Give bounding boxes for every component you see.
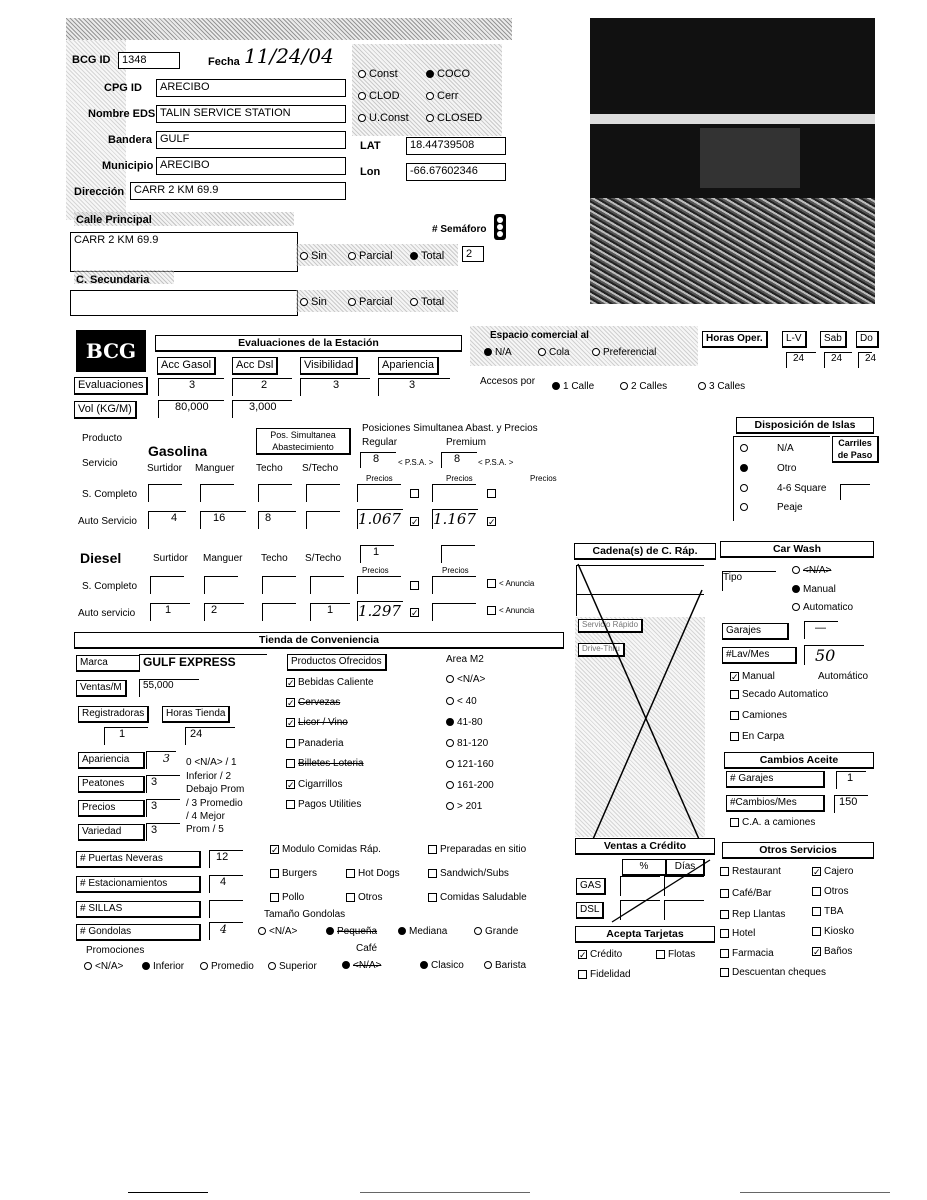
eval-acc-gasol-field[interactable]: 3: [158, 378, 224, 396]
gas-as-manguer[interactable]: 16: [200, 511, 246, 529]
otros-banos[interactable]: ✓ Baños: [813, 946, 853, 957]
area-opt-81-120[interactable]: 81-120: [446, 738, 488, 749]
comida-hotdogs[interactable]: Hot Dogs: [346, 868, 400, 879]
producto-cigarrillos[interactable]: ✓ Cigarrillos: [287, 779, 343, 790]
accesos-opt-3[interactable]: 3 Calles: [698, 381, 745, 392]
dsl-as-anuncia[interactable]: < Anuncia: [487, 606, 534, 615]
otros-cafebar[interactable]: Café/Bar: [720, 888, 771, 899]
otros-cajero[interactable]: ✓ Cajero: [813, 866, 854, 877]
comida-modulo[interactable]: ✓ Modulo Comidas Ráp.: [271, 844, 381, 855]
gas-as-premium-price[interactable]: 1.167: [432, 509, 478, 529]
gas-as-stecho[interactable]: [306, 511, 340, 529]
dsl-as-price-2[interactable]: [432, 603, 476, 621]
area-opt-40[interactable]: < 40: [446, 696, 477, 707]
dsl-pos-field[interactable]: 1: [360, 545, 394, 563]
gas-sc-surtidor[interactable]: [148, 484, 182, 502]
premium-label: Premium: [446, 437, 487, 448]
semaforo-label: # Semáforo: [432, 224, 487, 235]
ventas-field[interactable]: 55,000: [139, 679, 199, 697]
dsl-as-manguer[interactable]: 2: [204, 603, 244, 621]
accesos-opt-1[interactable]: 1 Calle: [552, 381, 594, 392]
carwash-title: Car Wash: [720, 541, 874, 558]
gas-as-surtidor[interactable]: 4: [148, 511, 186, 529]
gas-sc-techo[interactable]: [258, 484, 292, 502]
tarjeta-fidelidad[interactable]: Fidelidad: [578, 969, 631, 980]
status-option-uconst[interactable]: U.Const: [358, 112, 409, 124]
cambios-mes-label: #Cambios/Mes: [726, 795, 825, 812]
dsl-sc-manguer[interactable]: [204, 576, 238, 594]
tarjeta-flotas[interactable]: Flotas: [656, 949, 695, 960]
cpg-field[interactable]: ARECIBO: [156, 79, 346, 97]
footer-line-1: [128, 1192, 208, 1193]
dsl-sc-anuncia[interactable]: < Anuncia: [487, 579, 534, 588]
carwash-opt-na[interactable]: <N/A>: [792, 565, 831, 576]
comida-pollo[interactable]: Pollo: [270, 892, 304, 903]
espacio-opt-na[interactable]: N/A: [484, 347, 512, 358]
sillas-field[interactable]: [209, 900, 243, 918]
carwash-lav-label: #Lav/Mes: [722, 647, 797, 664]
accesos-opt-2[interactable]: 2 Calles: [620, 381, 667, 392]
gas-sc-premium-price[interactable]: [432, 484, 476, 502]
scale-2: Debajo Prom: [186, 784, 245, 795]
nombre-field[interactable]: TALIN SERVICE STATION: [156, 105, 346, 123]
regular-label: Regular: [362, 437, 398, 448]
cambios-garajes-field[interactable]: 1: [836, 771, 866, 789]
comida-sandwich[interactable]: Sandwich/Subs: [428, 868, 509, 879]
pos-precios-label: Posiciones Simultanea Abast. y Precios: [362, 423, 538, 434]
dsl-col-techo: Techo: [261, 553, 288, 564]
semaforo-count-field[interactable]: 2: [462, 246, 484, 262]
evaluaciones-title: Evaluaciones de la Estación: [155, 335, 462, 352]
carwash-lav-field[interactable]: 50: [804, 645, 864, 665]
ventas-label: Ventas/M: [76, 680, 127, 697]
cafe-opt-na[interactable]: <N/A>: [342, 960, 381, 971]
nombre-label: Nombre EDS: [88, 108, 156, 120]
premium-pos-field[interactable]: 8: [441, 452, 477, 468]
carriles-paso-field[interactable]: [840, 484, 870, 500]
vol-gasolina-field[interactable]: 80,000: [158, 400, 224, 418]
estac-field[interactable]: 4: [209, 875, 243, 893]
direccion-label: Dirección: [74, 186, 125, 198]
dsl-precios-1: Precios: [362, 566, 389, 575]
gas-as-regular-chk[interactable]: ✓: [411, 516, 419, 527]
eval-header-apariencia: Apariencia: [378, 357, 439, 375]
status-option-closed[interactable]: CLOSED: [426, 112, 482, 124]
apariencia-field[interactable]: 3: [146, 751, 176, 769]
cambios-title: Cambios Aceite: [724, 752, 874, 769]
dsl-as-surtidor[interactable]: 1: [150, 603, 190, 621]
credito-dsl-label: DSL: [576, 902, 604, 919]
carriles-paso-label: Carriles de Paso: [832, 436, 879, 463]
disposicion-opt-na[interactable]: N/A: [740, 443, 794, 454]
credito-title: Ventas a Crédito: [575, 838, 715, 855]
regular-psa: < P.S.A. >: [398, 458, 434, 467]
producto-label: Producto: [82, 433, 123, 444]
calle-secundaria-label: C. Secundaria: [76, 274, 150, 286]
calle-principal-field[interactable]: CARR 2 KM 69.9: [70, 232, 298, 272]
cadena-faded-btn-2[interactable]: Drive-Thru: [578, 643, 625, 657]
tamano-opt-na[interactable]: <N/A>: [258, 926, 297, 937]
servicio-label: Servicio: [82, 458, 118, 469]
gasolina-title: Gasolina: [148, 443, 208, 459]
vol-label: Vol (KG/M): [74, 401, 137, 419]
comida-otros[interactable]: Otros: [346, 892, 382, 903]
gas-sc-stecho[interactable]: [306, 484, 340, 502]
puertas-label: # Puertas Neveras: [76, 851, 201, 868]
fecha-value: 11/24/04: [244, 44, 334, 68]
eval-header-acc-dsl: Acc Dsl: [232, 357, 278, 375]
dsl-pos-field-2[interactable]: [441, 545, 475, 563]
carwash-garajes-label: Garajes: [722, 623, 789, 640]
tamano-label: Tamaño Gondolas: [264, 909, 346, 920]
carwash-garajes-field[interactable]: —: [804, 621, 838, 639]
calle1-opt-total[interactable]: Total: [410, 250, 444, 262]
carwash-chk-camiones[interactable]: Camiones: [730, 710, 787, 721]
comida-burgers[interactable]: Burgers: [270, 868, 317, 879]
dsl-as-techo[interactable]: [262, 603, 296, 621]
precios-label: Precios: [78, 800, 145, 817]
scale-1: Inferior / 2: [186, 771, 232, 782]
carwash-chk-carpa[interactable]: En Carpa: [730, 731, 784, 742]
dsl-sc-stecho[interactable]: [310, 576, 344, 594]
traffic-light-icon: [488, 212, 512, 242]
calle-secundaria-field[interactable]: [70, 290, 298, 316]
premium-precios-label: Precios: [446, 474, 473, 483]
dsl-sc-techo[interactable]: [262, 576, 296, 594]
status-option-clod[interactable]: CLOD: [358, 90, 400, 102]
bcg-id-field[interactable]: 1348: [118, 52, 180, 69]
header-noise-bar: [66, 18, 512, 40]
marca-label: Marca: [76, 655, 143, 672]
cambios-garajes-label: # Garajes: [726, 771, 825, 788]
premium-psa: < P.S.A. >: [478, 458, 514, 467]
otros-tba[interactable]: TBA: [812, 906, 843, 917]
otros-farmacia[interactable]: Farmacia: [720, 948, 774, 959]
gas-sc-regular-price[interactable]: [357, 484, 401, 502]
regular-pos-field[interactable]: 8: [360, 452, 396, 468]
photo-ground: [590, 198, 875, 304]
otros-otros[interactable]: Otros: [812, 886, 848, 897]
footer-line-2: [360, 1192, 530, 1193]
marca-field[interactable]: GULF EXPRESS: [139, 654, 267, 672]
cadena-crossout: [570, 560, 710, 850]
dsl-row-scompleto: S. Completo: [82, 581, 138, 592]
estac-label: # Estacionamientos: [76, 876, 201, 893]
cafe-opt-clasico[interactable]: Clasico: [420, 960, 464, 971]
calle2-opt-total[interactable]: Total: [410, 296, 444, 308]
area-opt-201[interactable]: > 201: [446, 801, 482, 812]
accesos-label: Accesos por: [480, 376, 536, 387]
gas-sc-premium-chk[interactable]: [487, 487, 499, 499]
tienda-title: Tienda de Conveniencia: [74, 632, 564, 649]
area-opt-na[interactable]: <N/A>: [446, 674, 485, 685]
espacio-title: Espacio comercial al: [490, 330, 589, 341]
area-label: Area M2: [446, 654, 484, 665]
registradoras-label: Registradoras: [78, 706, 149, 723]
dsl-precios-2: Precios: [442, 566, 469, 575]
otros-restaurant[interactable]: Restaurant: [720, 866, 781, 877]
promo-opt-inferior[interactable]: Inferior: [142, 961, 184, 972]
promo-opt-superior[interactable]: Superior: [268, 961, 317, 972]
producto-bebidas[interactable]: ✓ Bebidas Caliente: [287, 677, 374, 688]
calle2-opt-parcial[interactable]: Parcial: [348, 296, 393, 308]
sillas-label: # SILLAS: [76, 901, 201, 918]
lon-field[interactable]: -66.67602346: [406, 163, 506, 181]
acepta-tarjetas-title: Acepta Tarjetas: [575, 926, 715, 943]
horas-sab-field[interactable]: 24: [824, 352, 852, 368]
dsl-row-autoservicio: Auto servicio: [78, 608, 136, 619]
dsl-sc-price[interactable]: [357, 576, 401, 594]
gondolas-field[interactable]: 4: [209, 922, 243, 940]
horas-lv-field[interactable]: 24: [786, 352, 816, 368]
cafe-label: Café: [356, 943, 378, 954]
promociones-label: Promociones: [86, 945, 145, 956]
dsl-as-price[interactable]: 1.297: [357, 601, 403, 621]
bandera-field[interactable]: GULF: [156, 131, 346, 149]
area-opt-41-80[interactable]: 41-80: [446, 717, 483, 728]
horas-tienda-label: Horas Tienda: [162, 706, 230, 723]
dsl-sc-price-2[interactable]: [432, 576, 476, 594]
calle-principal-label: Calle Principal: [76, 214, 152, 226]
tamano-opt-grande[interactable]: Grande: [474, 926, 518, 937]
horas-header-lv: L-V: [782, 331, 807, 348]
disposicion-opt-square[interactable]: 4-6 Square: [740, 483, 826, 494]
variedad-field[interactable]: 3: [146, 823, 180, 841]
bcg-logo: BCG: [76, 330, 146, 372]
municipio-field[interactable]: ARECIBO: [156, 157, 346, 175]
bandera-label: Bandera: [108, 134, 153, 146]
disposicion-opt-peaje[interactable]: Peaje: [740, 502, 803, 513]
scale-5: Prom / 5: [186, 824, 224, 835]
horas-header-do: Do: [856, 331, 879, 348]
scale-3: / 3 Promedio: [186, 798, 243, 809]
otros-title: Otros Servicios: [722, 842, 874, 859]
comida-preparadas[interactable]: Preparadas en sitio: [428, 844, 526, 855]
horas-oper-label: Horas Oper.: [702, 331, 768, 348]
peatones-field[interactable]: 3: [146, 775, 180, 793]
carwash-chk-secado[interactable]: Secado Automatico: [730, 689, 828, 700]
carwash-opt-automatico[interactable]: Automatico: [792, 602, 853, 613]
gas-col-surtidor: Surtidor: [147, 463, 183, 474]
dsl-sc-chk[interactable]: [410, 579, 422, 591]
disposicion-title: Disposición de Islas: [736, 417, 874, 434]
scale-0: 0 <N/A> / 1: [186, 757, 237, 768]
horas-do-field[interactable]: 24: [858, 352, 872, 368]
puertas-field[interactable]: 12: [209, 850, 243, 868]
direccion-field[interactable]: CARR 2 KM 69.9: [130, 182, 346, 200]
comida-saludable[interactable]: Comidas Saludable: [428, 892, 527, 903]
horas-header-sab: Sab: [820, 331, 847, 348]
otros-hotel[interactable]: Hotel: [720, 928, 755, 939]
gas-as-techo[interactable]: 8: [258, 511, 296, 529]
otros-kiosko[interactable]: Kiosko: [812, 926, 854, 937]
dsl-as-chk[interactable]: ✓: [411, 607, 419, 618]
carwash-chk-manual[interactable]: ✓ Manual: [731, 671, 775, 682]
photo-building: [700, 128, 800, 188]
producto-billetes[interactable]: Billetes Loteria: [286, 758, 364, 769]
lat-label: LAT: [360, 140, 381, 152]
scale-4: / 4 Mejor: [186, 811, 225, 822]
eval-header-visibilidad: Visibilidad: [300, 357, 358, 375]
gas-sc-manguer[interactable]: [200, 484, 234, 502]
producto-licor[interactable]: ✓ Licor / Vino: [287, 717, 348, 728]
gas-row-autoservicio: Auto Servicio: [78, 516, 137, 527]
promo-opt-promedio[interactable]: Promedio: [200, 961, 254, 972]
variedad-label: Variedad: [78, 824, 145, 841]
producto-panaderia[interactable]: Panaderia: [286, 738, 344, 749]
cpg-label: CPG ID: [104, 82, 142, 94]
carwash-tipo-label: Tipo: [722, 571, 776, 591]
gas-col-techo: Techo: [256, 463, 283, 474]
tarjeta-credito[interactable]: ✓ Crédito: [579, 949, 623, 960]
gas-sc-regular-chk[interactable]: [410, 487, 422, 499]
credito-pct-header: %: [622, 859, 667, 876]
eval-acc-dsl-field[interactable]: 2: [232, 378, 292, 396]
credito-gas-label: GAS: [576, 878, 606, 895]
eval-visibilidad-field[interactable]: 3: [300, 378, 370, 396]
photo-canopy: [590, 114, 875, 124]
gas-as-regular-price[interactable]: 1.067: [357, 509, 403, 529]
gas-as-premium-chk[interactable]: ✓: [488, 516, 496, 527]
cafe-opt-barista[interactable]: Barista: [484, 960, 526, 971]
gas-col-manguer: Manguer: [195, 463, 235, 474]
evaluaciones-button[interactable]: Evaluaciones: [74, 377, 148, 395]
gondolas-label: # Gondolas: [76, 924, 201, 941]
pos-sim-label: Pos. Simultanea Abastecimiento: [256, 428, 351, 455]
lon-label: Lon: [360, 166, 381, 178]
station-photo: [590, 18, 875, 304]
municipio-label: Municipio: [102, 160, 154, 172]
vol-diesel-field[interactable]: 3,000: [232, 400, 292, 418]
cadena-title: Cadena(s) de C. Ráp.: [574, 543, 716, 560]
status-option-cerr[interactable]: Cerr: [426, 90, 458, 102]
dsl-col-stecho: S/Techo: [305, 553, 342, 564]
otros-descuentan[interactable]: Descuentan cheques: [720, 967, 826, 978]
dsl-as-stecho[interactable]: 1: [310, 603, 350, 621]
carwash-chk-automatico[interactable]: Automático: [818, 671, 869, 682]
espacio-opt-preferencial[interactable]: Preferencial: [592, 347, 656, 358]
promo-opt-na[interactable]: <N/A>: [84, 961, 123, 972]
regular-precios-label: Precios: [366, 474, 393, 483]
eval-apariencia-field[interactable]: 3: [378, 378, 450, 396]
registradoras-field[interactable]: 1: [104, 727, 148, 745]
area-opt-121-160[interactable]: 121-160: [446, 759, 494, 770]
tamano-opt-pequena[interactable]: Pequeña: [326, 926, 377, 937]
gas-row-scompleto: S. Completo: [82, 489, 138, 500]
status-option-coco[interactable]: COCO: [426, 68, 470, 80]
diesel-title: Diesel: [80, 550, 122, 566]
credito-crossout: [600, 856, 720, 926]
credito-dias-header: Días: [666, 859, 705, 876]
peatones-label: Peatones: [78, 776, 145, 793]
dsl-col-surtidor: Surtidor: [153, 553, 189, 564]
espacio-opt-cola[interactable]: Cola: [538, 347, 570, 358]
eval-header-acc-gasol: Acc Gasol: [157, 357, 216, 375]
productos-title: Productos Ofrecidos: [287, 654, 387, 671]
carwash-opt-manual[interactable]: Manual: [792, 584, 836, 595]
calle2-opt-sin[interactable]: Sin: [300, 296, 327, 308]
lat-field[interactable]: 18.44739508: [406, 137, 506, 155]
gas-col-stecho: S/Techo: [302, 463, 339, 474]
dsl-sc-surtidor[interactable]: [150, 576, 184, 594]
precios-field[interactable]: 3: [146, 799, 180, 817]
producto-cervezas[interactable]: ✓ Cervezas: [287, 697, 341, 708]
precios-label-3: Precios: [530, 474, 557, 483]
calle1-opt-sin[interactable]: Sin: [300, 250, 327, 262]
tamano-opt-mediana[interactable]: Mediana: [398, 926, 447, 937]
cadena-faded-btn-1[interactable]: Servicio Rápido: [578, 619, 643, 633]
apariencia-label: Apariencia: [78, 752, 145, 769]
footer-line-3: [740, 1192, 890, 1193]
area-opt-161-200[interactable]: 161-200: [446, 780, 494, 791]
cambios-ca-camiones[interactable]: C.A. a camiones: [730, 817, 815, 828]
horas-tienda-field[interactable]: 24: [185, 727, 235, 745]
otros-rep-llantas[interactable]: Rep Llantas: [720, 909, 785, 920]
calle1-opt-parcial[interactable]: Parcial: [348, 250, 393, 262]
producto-pagos[interactable]: Pagos Utilities: [286, 799, 361, 810]
bcg-id-label: BCG ID: [72, 54, 111, 66]
status-option-const[interactable]: Const: [358, 68, 398, 80]
dsl-col-manguer: Manguer: [203, 553, 243, 564]
disposicion-opt-otro[interactable]: Otro: [740, 463, 796, 474]
fecha-label: Fecha: [208, 56, 240, 68]
cambios-mes-field[interactable]: 150: [834, 795, 868, 813]
